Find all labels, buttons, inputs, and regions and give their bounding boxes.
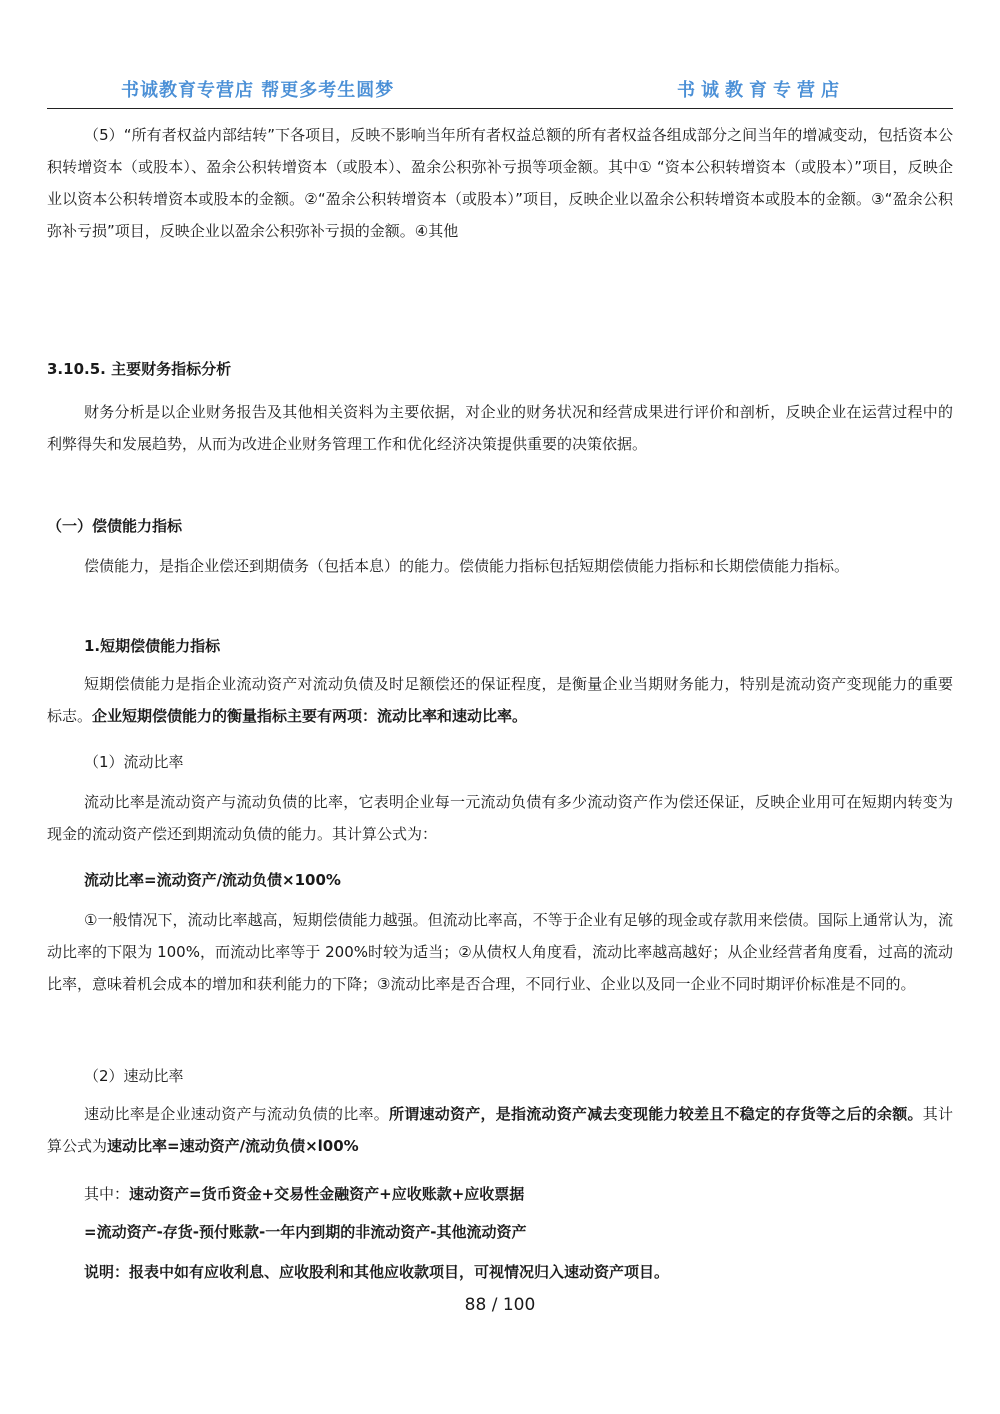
paragraph-solvency-definition: 偿债能力，是指企业偿还到期债务（包括本息）的能力。偿债能力指标包括短期偿债能力指标和长期偿债能力指标。: [84, 557, 850, 575]
subheading-solvency: （一）偿债能力指标: [47, 517, 183, 535]
quick-ratio-text-b: 其计算公式为: [47, 1105, 953, 1155]
quick-ratio-bold-a: 所谓速动资产，是指流动资产减去变现能力较差且不稳定的存货等之后的余额。: [389, 1105, 923, 1123]
short-term-text: 短期偿债能力是指企业流动资产对流动负债及时足额偿还的保证程度，是衡量企业当期财务能力，特别是流动资产变现能力的重要标志。: [47, 675, 953, 725]
paragraph-quick-ratio: [47, 1098, 953, 1162]
formula-current-ratio: 流动比率=流动资产/流动负债×100%: [84, 871, 341, 889]
quick-assets-note: 说明：报表中如有应收利息、应收股利和其他应收款项目，可视情况归入速动资产项目。: [84, 1263, 670, 1281]
subheading-short-term-solvency: 1.短期偿债能力指标: [84, 637, 221, 655]
quick-assets-formula-line: [84, 1178, 524, 1210]
quick-ratio-text-a: 速动比率是企业速动资产与流动负债的比率。: [84, 1105, 389, 1123]
quick-assets-alt-formula: =流动资产-存货-预付账款-一年内到期的非流动资产-其他流动资产: [84, 1223, 527, 1241]
paragraph-current-ratio: 流动比率是流动资产与流动负债的比率，它表明企业每一元流动负债有多少流动资产作为偿还保证，反映企业用可在短期内转变为现金的流动资产偿还到期流动负债的能力。其计算公式为：: [47, 793, 953, 843]
paragraph-owner-equity-transfer: （5）“所有者权益内部结转”下各项目，反映不影响当年所有者权益总额的所有者权益各组成部分之间当年的增减变动，包括资本公积转增资本（或股本）、盈余公积转增资本（或股本）、盈余公积弥补亏损等项金额。其中① “资本公积转增资本（或股本）”项目，反映企业以资本公积转增资本或股本的金额。②“盈余公积转增资本（或股本）”项目，反映企业以盈余公积转增资本或股本的金额。③“盈余公积弥补亏损”项目，反映企业以盈余公积弥补亏损的金额。④其他: [47, 126, 953, 240]
header-shop-slogan: 书诚教育专营店 帮更多考生圆梦: [121, 80, 395, 101]
page-current: 88: [464, 1295, 487, 1315]
page-header: [47, 72, 953, 109]
page-separator: /: [491, 1295, 498, 1315]
page-total: 100: [502, 1295, 536, 1315]
paragraph-short-term-solvency: [47, 668, 953, 732]
short-term-bold-text: 企业短期偿债能力的衡量指标主要有两项：流动比率和速动比率。: [92, 707, 528, 725]
quick-assets-prefix: 其中：: [84, 1185, 130, 1203]
section-title: 3.10.5. 主要财务指标分析: [47, 360, 232, 378]
item-quick-ratio-title: （2）速动比率: [84, 1067, 184, 1085]
quick-ratio-formula: 速动比率=速动资产/流动负债×l00%: [107, 1137, 359, 1155]
paragraph-current-ratio-notes: ①一般情况下，流动比率越高，短期偿债能力越强。但流动比率高，不等于企业有足够的现金或存款用来偿债。国际上通常认为，流动比率的下限为 100%，而流动比率等于 200%时较为适当；②从债权人角度看，流动比率越高越好；从企业经营者角度看，过高的流动比率，意味着机会成本的增加和获利能力的下降；③流动比率是否合理，不同行业、企业以及同一企业不同时期评价标准是不同的。: [47, 911, 953, 993]
paragraph-financial-analysis: 财务分析是以企业财务报告及其他相关资料为主要依据，对企业的财务状况和经营成果进行评价和剖析，反映企业在运营过程中的利弊得失和发展趋势，从而为改进企业财务管理工作和优化经济决策提供重要的决策依据。: [47, 403, 953, 453]
item-current-ratio-title: （1）流动比率: [84, 753, 184, 771]
page-number: [0, 1295, 1000, 1315]
header-shop-name: 书诚教育专营店: [677, 80, 845, 101]
quick-assets-formula: 速动资产=货币资金+交易性金融资产+应收账款+应收票据: [129, 1185, 525, 1203]
